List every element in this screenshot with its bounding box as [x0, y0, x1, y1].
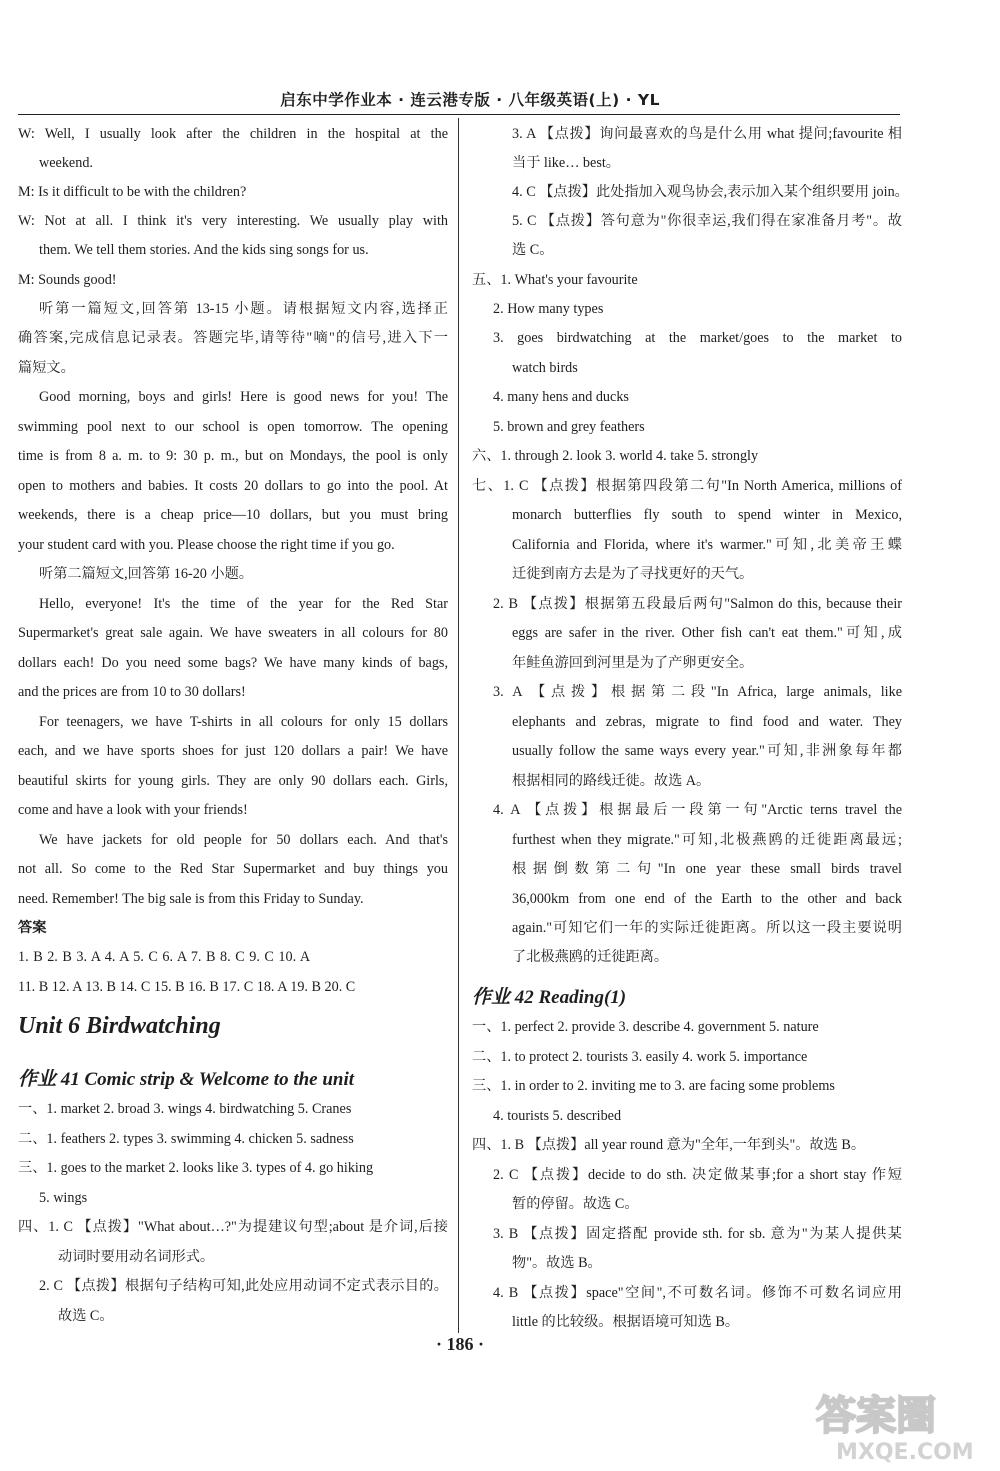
text-line: swimming pool next to our school is open tomorrow. The opening: [18, 419, 448, 435]
text-line: 听第一篇短文,回答第 13-15 小题。请根据短文内容,选择正: [39, 301, 448, 317]
text-line: 七、1. C 【点拨】根据第四段第二句"In North America, millions of: [472, 478, 902, 494]
text-line: 5. C 【点拨】答句意为"你很幸运,我们得在家准备月考"。故: [512, 213, 902, 229]
answer-key-line: 1. B 2. B 3. A 4. A 5. C 6. A 7. B 8. C 9. C 10. A: [18, 949, 311, 965]
text-line: 三、1. goes to the market 2. looks like 3. types of 4. go hiking: [18, 1160, 374, 1176]
text-line: 了北极燕鸥的迁徙距离。: [512, 949, 669, 965]
text-line: 4. many hens and ducks: [493, 389, 629, 405]
watermark-logo-icon: [812, 1385, 988, 1465]
text-line: 五、1. What's your favourite: [472, 272, 638, 288]
text-line: time is from 8 a. m. to 9: 30 p. m., but on Mondays, the pool is only: [18, 448, 448, 464]
watermark-url: MXQE.COM: [836, 1440, 974, 1465]
column-divider: [458, 118, 459, 1333]
text-line: Good morning, boys and girls! Here is good news for you! The: [39, 389, 448, 405]
text-line: 2. C 【点拨】根据句子结构可知,此处应用动词不定式表示目的。: [39, 1278, 448, 1294]
text-line: 3. A 【点拨】询问最喜欢的鸟是什么用 what 提问;favourite 相: [512, 126, 902, 142]
unit-title: Unit 6 Birdwatching: [18, 1013, 221, 1039]
text-line: furthest when they migrate."可知,北极燕鸥的迁徙距离最远;: [512, 832, 902, 848]
text-line: and the prices are from 10 to 30 dollars!: [18, 684, 246, 700]
text-line: 迁徙到南方去是为了寻找更好的天气。: [512, 566, 754, 582]
text-line: 2. C 【点拨】decide to do sth. 决定做某事;for a short stay 作短: [493, 1167, 902, 1183]
text-line: For teenagers, we have T-shirts in all colours for only 15 dollars: [39, 714, 448, 730]
text-line: weekend.: [39, 155, 93, 171]
text-line: monarch butterflies fly south to spend winter in Mexico,: [512, 507, 902, 523]
text-line: 2. B 【点拨】根据第五段最后两句"Salmon do this, because their: [493, 596, 902, 612]
text-line: 4. C 【点拨】此处指加入观鸟协会,表示加入某个组织要用 join。: [512, 184, 909, 200]
text-line: elephants and zebras, migrate to find food and water. They: [512, 714, 902, 730]
text-line: 四、1. B 【点拨】all year round 意为"全年,一年到头"。故选 B。: [472, 1137, 866, 1153]
text-line: not all. So come to the Red Star Supermarket and buy things you: [18, 861, 448, 877]
text-line: 3. goes birdwatching at the market/goes to the market to: [493, 330, 902, 346]
text-line: 2. How many types: [493, 301, 604, 317]
text-line: Hello, everyone! It's the time of the year for the Red Star: [39, 596, 448, 612]
text-line: W: Well, I usually look after the children in the hospital at the: [18, 126, 448, 142]
text-line: 4. A 【点拨】根据最后一段第一句"Arctic terns travel the: [493, 802, 902, 818]
answers-heading: 答案: [18, 920, 47, 936]
text-line: 二、1. feathers 2. types 3. swimming 4. chicken 5. sadness: [18, 1131, 354, 1147]
watermark-text: 答案圈: [816, 1393, 936, 1439]
text-line: little 的比较级。根据语境可知选 B。: [512, 1314, 740, 1330]
text-line: 3. A 【点拨】根据第二段"In Africa, large animals, like: [493, 684, 902, 700]
text-line: watch birds: [512, 360, 578, 376]
text-line: M: Sounds good!: [18, 272, 117, 288]
text-line: 动词时要用动名词形式。: [58, 1249, 215, 1265]
text-line: 一、1. perfect 2. provide 3. describe 4. government 5. nature: [472, 1019, 819, 1035]
text-line: 二、1. to protect 2. tourists 3. easily 4. work 5. importance: [472, 1049, 808, 1065]
text-line: We have jackets for old people for 50 dollars each. And that's: [39, 832, 448, 848]
text-line: 确答案,完成信息记录表。答题完毕,请等待"嘀"的信号,进入下一: [18, 330, 448, 346]
homework-41-title: 作业 41 Comic strip & Welcome to the unit: [18, 1069, 355, 1090]
text-line: come and have a look with your friends!: [18, 802, 248, 818]
text-line: California and Florida, where it's warmer."可知,北美帝王蝶: [512, 537, 902, 553]
answer-key-line: 11. B 12. A 13. B 14. C 15. B 16. B 17. C 18. A 19. B 20. C: [18, 979, 356, 995]
text-line: 4. B 【点拨】space"空间",不可数名词。修饰不可数名词应用: [493, 1285, 902, 1301]
text-line: 根据倒数第二句"In one year these small birds travel: [512, 861, 902, 877]
text-line: 选 C。: [512, 242, 554, 258]
text-line: M: Is it difficult to be with the children?: [18, 184, 247, 200]
text-line: 四、1. C 【点拨】"What about…?"为提建议句型;about 是介词,后接: [18, 1219, 448, 1235]
page-header: [18, 88, 900, 115]
text-line: 4. tourists 5. described: [493, 1108, 622, 1124]
text-line: each, and we have sports shoes for just 120 dollars a pair! We have: [18, 743, 448, 759]
text-line: need. Remember! The big sale is from this Friday to Sunday.: [18, 891, 364, 907]
text-line: usually follow the same ways every year."可知,非洲象每年都: [512, 743, 902, 759]
text-line: 3. B 【点拨】固定搭配 provide sth. for sb. 意为"为某人提供某: [493, 1226, 902, 1242]
text-line: 篇短文。: [18, 360, 75, 376]
text-line: 三、1. in order to 2. inviting me to 3. are facing some problems: [472, 1078, 835, 1094]
text-line: your student card with you. Please choose the right time if you go.: [18, 537, 395, 553]
text-line: 36,000km from one end of the Earth to the other and back: [512, 891, 902, 907]
text-line: them. We tell them stories. And the kids sing songs for us.: [39, 242, 369, 258]
page-number: · 186 ·: [435, 1334, 484, 1354]
text-line: again."可知它们一年的实际迁徙距离。所以这一段主要说明: [512, 920, 902, 936]
text-line: 暂的停留。故选 C。: [512, 1196, 639, 1212]
text-line: 听第二篇短文,回答第 16-20 小题。: [39, 566, 253, 582]
text-line: 年鲑鱼游回到河里是为了产卵更安全。: [512, 655, 754, 671]
text-line: Supermarket's great sale again. We have sweaters in all colours for 80: [18, 625, 448, 641]
text-line: beautiful skirts for young girls. They are only 90 dollars each. Girls,: [18, 773, 448, 789]
homework-42-title: 作业 42 Reading(1): [472, 987, 627, 1008]
text-line: 一、1. market 2. broad 3. wings 4. birdwatching 5. Cranes: [18, 1101, 352, 1117]
text-line: 当于 like… best。: [512, 155, 620, 171]
text-line: eggs are safer in the river. Other fish can't eat them."可知,成: [512, 625, 902, 641]
text-line: 故选 C。: [58, 1308, 114, 1324]
text-line: 根据相同的路线迁徙。故选 A。: [512, 773, 711, 789]
text-line: dollars each! Do you need some bags? We have many kinds of bags,: [18, 655, 448, 671]
text-line: 5. wings: [39, 1190, 88, 1206]
text-line: weekends, there is a cheap price—10 dollars, but you must bring: [18, 507, 448, 523]
text-line: 物"。故选 B。: [512, 1255, 602, 1271]
text-line: open to mothers and babies. It costs 20 dollars to go into the pool. At: [18, 478, 448, 494]
text-line: W: Not at all. I think it's very interesting. We usually play with: [18, 213, 448, 229]
text-line: 六、1. through 2. look 3. world 4. take 5. strongly: [472, 448, 759, 464]
header-title: 启东中学作业本 · 连云港专版 · 八年级英语(上) · YL: [280, 91, 660, 109]
text-line: 5. brown and grey feathers: [493, 419, 645, 435]
